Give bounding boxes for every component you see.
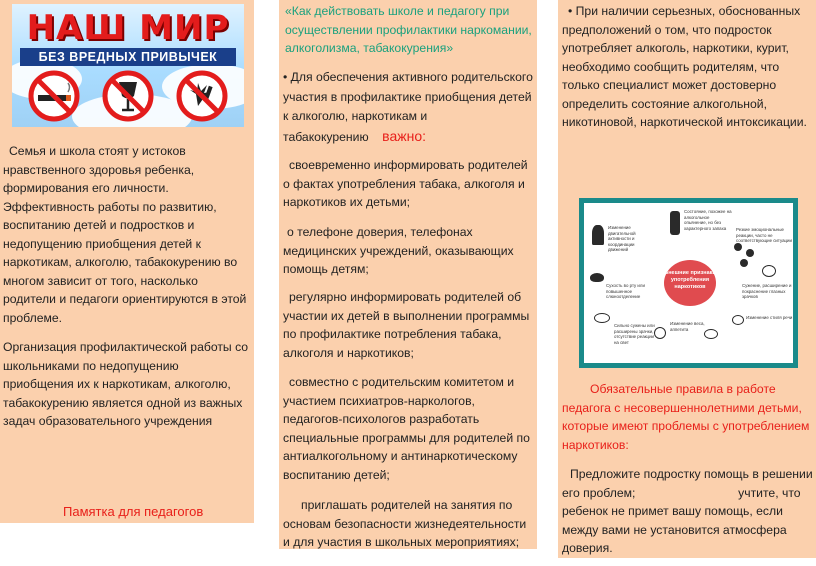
drug-signs-infographic	[579, 198, 798, 368]
sign-label: Изменение стиля речи	[746, 315, 793, 320]
emoji-icon	[734, 243, 742, 251]
intro-block	[283, 68, 533, 147]
banner-title: НАШ МИР	[26, 8, 230, 48]
list-item: регулярно информировать родителей об участии их детей в выполнении программы по профилактике потребления табака, алкоголя и наркотиков;	[283, 290, 530, 360]
sign-label: Сильно сужены или расширены зрачки, отсутствие реакции на свет	[614, 323, 655, 345]
bottle-icon	[670, 211, 680, 235]
section-heading: «Как действовать школе и педагогу при осуществлении профилактики наркомании, алкоголизма, табакокурения»	[285, 4, 532, 55]
sign-label: Изменение веса, аппетита	[670, 321, 705, 332]
rules-heading: Обязательные правила в работе педагога с несовершеннолетними детьми, которые имеют проблемы с употреблением наркотиков:	[562, 382, 810, 452]
infographic-center: Внешние признаки употребления наркотиков	[664, 260, 716, 306]
eye-icon	[594, 313, 610, 323]
eye-icon	[762, 265, 776, 277]
banner-subtitle: БЕЗ ВРЕДНЫХ ПРИВЫЧЕК	[20, 48, 236, 66]
intro-text: • Для обеспечения активного родительского участия в профилактике приобщения детей к алкоголю, наркотикам и табакокурению	[283, 70, 533, 144]
rules-text	[562, 465, 816, 558]
mouth-icon	[590, 273, 604, 282]
no-drugs-icon	[176, 70, 228, 122]
intro-paragraph: Семья и школа стоят у истоков нравственного здоровья ребенка, формирования его личности. Эффективность работы по развитию, воспитанию детей и подростков и недопущению приобщения детей к наркотикам, алкоголю, табакокурению во многом зависит от того, насколько родители и педагоги ориентируются в этой проблеме.	[3, 144, 247, 325]
footer-title: Памятка для педагогов	[63, 504, 204, 519]
left-panel	[0, 0, 254, 523]
organization-paragraph: Организация профилактической работы со школьниками по недопущению приобщения их к наркотикам, алкоголю, табакокурению является одной из важных задач образовательного учреждения	[3, 340, 249, 428]
sign-label: Сухость во рту или повышенное слюноотделение	[606, 283, 645, 299]
no-alcohol-icon	[102, 70, 154, 122]
sign-label: Сужение, расширение и покраснение глазных зрачков	[742, 283, 792, 299]
list-item: приглашать родителей на занятия по основам безопасности жизнедеятельности и для участия в школьных мероприятиях;	[283, 498, 527, 549]
specialist-paragraph: • При наличии серьезных, обоснованных предположений о том, что подросток употребляет алкоголь, наркотики, курит, необходимо сообщить родителям, что только специалист может достоверно определить состояние алкогольной, никотиновой, наркотической интоксикации.	[562, 4, 807, 129]
speech-bubble-icon	[732, 315, 744, 325]
sign-label: Резкие эмоциональные реакции, часто не соответствующие ситуации	[736, 227, 792, 243]
rules-text-b: учтите, что ребенок не примет вашу помощь, если между вами не установится атмосфера доверия.	[562, 485, 801, 555]
list-item: совместно с родительским комитетом и участием психиатров-наркологов, педагогов-психологов разработать специальные программы для родителей по антиалкогольному и антинаркотическому воспитанию детей;	[283, 375, 530, 482]
middle-panel	[279, 0, 537, 549]
list-item: о телефоне доверия, телефонах медицинских учреждений, оказывающих помощь детям;	[283, 225, 514, 276]
rules-text-a: Предложите подростку помощь в решении его проблем;	[562, 467, 813, 500]
sign-label: Изменение двигательной активности и координации движений	[608, 225, 636, 252]
list-item: своевременно информировать родителей о фактах употребления табака, алкоголя и наркотиков их детьми;	[283, 158, 528, 209]
emoji-icon	[740, 259, 748, 267]
important-label: важно:	[382, 127, 427, 144]
banner-image	[12, 4, 244, 127]
no-smoking-icon	[28, 70, 80, 122]
person-icon	[592, 225, 604, 245]
emoji-icon	[746, 249, 754, 257]
sign-label: Состояние, похожее на алкогольное опьянение, но без характерного запаха	[684, 209, 732, 231]
right-panel	[558, 0, 816, 558]
